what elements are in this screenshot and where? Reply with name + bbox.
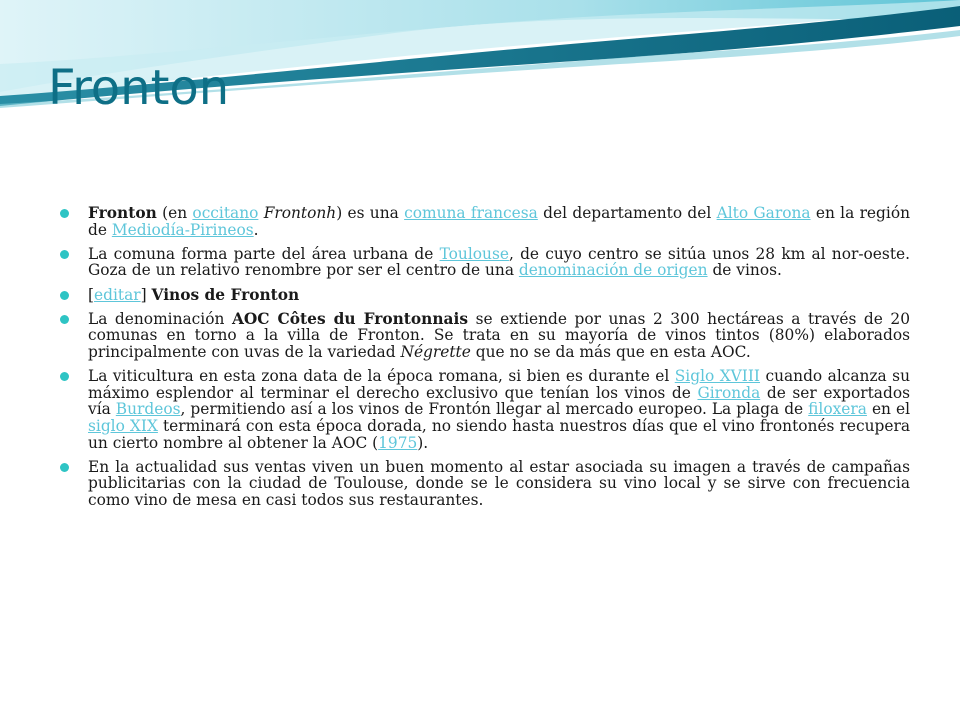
bullet-icon <box>60 315 69 324</box>
link-denominacion-de-origen[interactable]: denominación de origen <box>518 261 708 280</box>
bullet-icon <box>60 463 69 472</box>
list-item: La comuna forma parte del área urbana de Toulouse, de cuyo centro se sitúa unos 28 km al nor-oeste. Goza de un relativo renombre por ser el centro de una denominación de origen de vinos. <box>60 246 910 279</box>
link-filoxera[interactable]: filoxera <box>808 400 867 419</box>
link-toulouse[interactable]: Toulouse <box>439 244 509 263</box>
bullet-icon <box>60 250 69 259</box>
link-mediodia-pirineos[interactable]: Mediodía-Pirineos <box>111 220 254 239</box>
list-item: [editar] Vinos de Fronton <box>60 287 910 304</box>
bullet-icon <box>60 209 69 218</box>
link-occitano[interactable]: occitano <box>192 204 259 222</box>
link-comuna-francesa[interactable]: comuna francesa <box>404 204 538 222</box>
list-item: Fronton (en occitano Frontonh) es una comuna francesa del departamento del Alto Garona en la región de Mediodía-Pirineos. <box>60 205 910 238</box>
link-siglo-xviii[interactable]: Siglo XVIII <box>674 367 761 386</box>
link-gironda[interactable]: Gironda <box>697 383 761 402</box>
bullet-icon <box>60 291 69 300</box>
bullet-icon <box>60 372 69 381</box>
list-item: La denominación AOC Côtes du Frontonnais se extiende por unas 2 300 hectáreas a través de 20 comunas en torno a la villa de Fronton. Se trata en su mayoría de vinos tintos (80%) elaborados principalmente con uvas de la variedad Négrette que no se da más que en esta AOC. <box>60 311 910 361</box>
list-item: En la actualidad sus ventas viven un buen momento al estar asociada su imagen a través de campañas publicitarias con la ciudad de Toulouse, donde se le considera su vino local y se sirve con frecuencia como vino de mesa en casi todos sus restaurantes. <box>60 459 910 509</box>
link-siglo-xix[interactable]: siglo XIX <box>88 416 158 435</box>
link-editar[interactable]: editar <box>94 285 141 304</box>
content-list <box>60 205 910 516</box>
page-title: Fronton <box>48 60 230 116</box>
section-heading: Vinos de Fronton <box>151 285 300 304</box>
link-1975[interactable]: 1975 <box>378 433 418 452</box>
link-alto-garona[interactable]: Alto Garona <box>716 204 811 222</box>
link-burdeos[interactable]: Burdeos <box>115 400 181 419</box>
list-item: La viticultura en esta zona data de la época romana, si bien es durante el Siglo XVIII cuando alcanza su máximo esplendor al terminar el derecho exclusivo que tenían los vinos de Gironda de ser exportados vía Burdeos, permitiendo así a los vinos de Frontón llegar al mercado europeo. La plaga de filoxera en el siglo XIX terminará con esta época dorada, no siendo hasta nuestros días que el vino frontonés recupera un cierto nombre al obtener la AOC (1975). <box>60 368 910 451</box>
